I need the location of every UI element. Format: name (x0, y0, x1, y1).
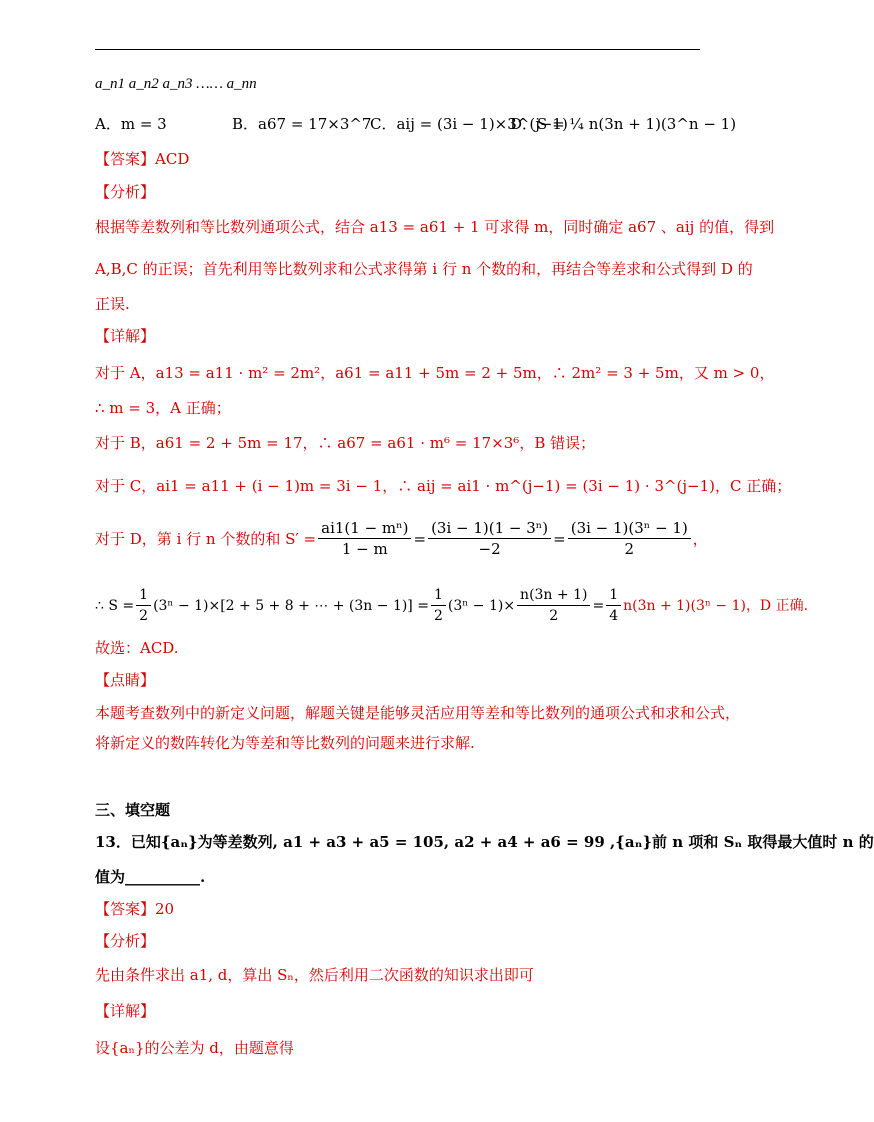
fraction-3 (568, 518, 691, 559)
quarter-fraction (606, 585, 621, 626)
detail-d-prefix: 对于 D，第 i 行 n 个数的和 S′ = (95, 529, 317, 548)
half-fraction (136, 585, 151, 626)
answer-value: 20 (155, 900, 175, 918)
q12-comment-2: 将新定义的数阵转化为等差和等比数列的问题来进行求解. (95, 734, 475, 752)
sum-den: 2 (549, 608, 559, 624)
quarter-den: 4 (609, 608, 619, 624)
fraction-1 (318, 518, 411, 559)
q12-detail-b: 对于 B，a61 = 2 + 5m = 17，∴ a67 = a61 · m⁶ = 17×3⁶，B 错误； (95, 434, 596, 452)
answer-value: ACD (155, 150, 190, 168)
q13-analysis: 先由条件求出 a1, d，算出 Sₙ，然后利用二次函数的知识求出即可 (95, 966, 534, 984)
option-a: A．m = 3 (95, 115, 167, 133)
detail-s-part1: (3ⁿ − 1)×[2 + 5 + 8 + ⋯ + (3n − 1)] = (153, 597, 429, 614)
q12-analysis-2: A,B,C 的正误；首先利用等比数列求和公式求得第 i 行 n 个数的和，再结合等差求和公式得到 D 的 (95, 260, 753, 278)
equals-sign: = (592, 597, 605, 614)
q12-choose: 故选：ACD. (95, 639, 179, 657)
equals-sign: = (413, 529, 427, 548)
q12-detail-a1: 对于 A，a13 = a11 · m² = 2m²，a61 = a11 + 5m = 2 + 5m，∴ 2m² = 3 + 5m，又 m > 0， (95, 364, 775, 382)
q12-detail-s (95, 585, 808, 626)
q13-stem-1: 13．已知{aₙ}为等差数列, a1 + a3 + a5 = 105, a2 + a4 + a6 = 99 ,{aₙ}前 n 项和 Sₙ 取得最大值时 n 的 (95, 833, 874, 851)
q12-detail-label: 【详解】 (95, 327, 156, 345)
q13-detail-1: 设{aₙ}的公差为 d，由题意得 (95, 1039, 294, 1057)
q13-answer-line (95, 899, 174, 919)
fraction-2-num: (3i − 1)(1 − 3ⁿ) (428, 518, 551, 539)
detail-s-part2: (3ⁿ − 1)× (447, 597, 516, 614)
option-b: B．a67 = 17×3^7 (232, 115, 372, 133)
fraction-2-den: −2 (478, 540, 501, 558)
option-d: D．S = ¼ n(3n + 1)(3^n − 1) (510, 115, 737, 133)
fraction-1-den: 1 − m (341, 540, 388, 558)
matrix-row-tail: a_n1 a_n2 a_n3 …… a_nn (95, 76, 257, 92)
half-den: 2 (139, 608, 149, 624)
q12-analysis-3: 正误. (95, 295, 130, 313)
half-num: 1 (431, 585, 446, 606)
section-title: 三、填空题 (95, 801, 171, 819)
half-den: 2 (433, 608, 443, 624)
answer-label: 【答案】 (95, 150, 156, 168)
q12-comment-label: 【点睛】 (95, 671, 156, 689)
q12-answer-line (95, 149, 189, 169)
q12-detail-a2: ∴ m = 3，A 正确； (95, 399, 231, 417)
q12-analysis-label: 【分析】 (95, 183, 156, 201)
detail-s-part4: n(3n + 1)(3ⁿ − 1)，D 正确. (623, 597, 809, 614)
q12-comment-1: 本题考查数列中的新定义问题，解题关键是能够灵活应用等差和等比数列的通项公式和求和公式， (95, 704, 741, 722)
quarter-num: 1 (606, 585, 621, 606)
half-fraction (431, 585, 446, 626)
fraction-3-den: 2 (624, 540, 635, 558)
q13-detail-label: 【详解】 (95, 1002, 156, 1020)
fraction-3-num: (3i − 1)(3ⁿ − 1) (568, 518, 691, 539)
sum-fraction (517, 585, 590, 626)
option-c: C．aij = (3i − 1)×3^(j−1) (370, 115, 568, 133)
answer-label: 【答案】 (95, 900, 156, 918)
equals-sign: = (553, 529, 566, 548)
half-num: 1 (136, 585, 151, 606)
q12-analysis-1: 根据等差数列和等比数列通项公式，结合 a13 = a61 + 1 可求得 m，同时确定 a67 、aij 的值，得到 (95, 218, 775, 236)
q13-stem-2: 值为__________. (95, 868, 206, 886)
q12-detail-d (95, 518, 708, 559)
q13-analysis-label: 【分析】 (95, 932, 156, 950)
header-rule (95, 49, 700, 50)
fraction-1-num: ai1(1 − mⁿ) (318, 518, 411, 539)
fraction-2 (428, 518, 551, 559)
detail-s-prefix: ∴ S = (95, 597, 135, 614)
sum-num: n(3n + 1) (517, 585, 590, 606)
q12-detail-c: 对于 C，ai1 = a11 + (i − 1)m = 3i − 1，∴ aij = ai1 · m^(j−1) = (3i − 1) · 3^(j−1)，C 正确； (95, 477, 792, 495)
comma: ， (692, 529, 708, 548)
